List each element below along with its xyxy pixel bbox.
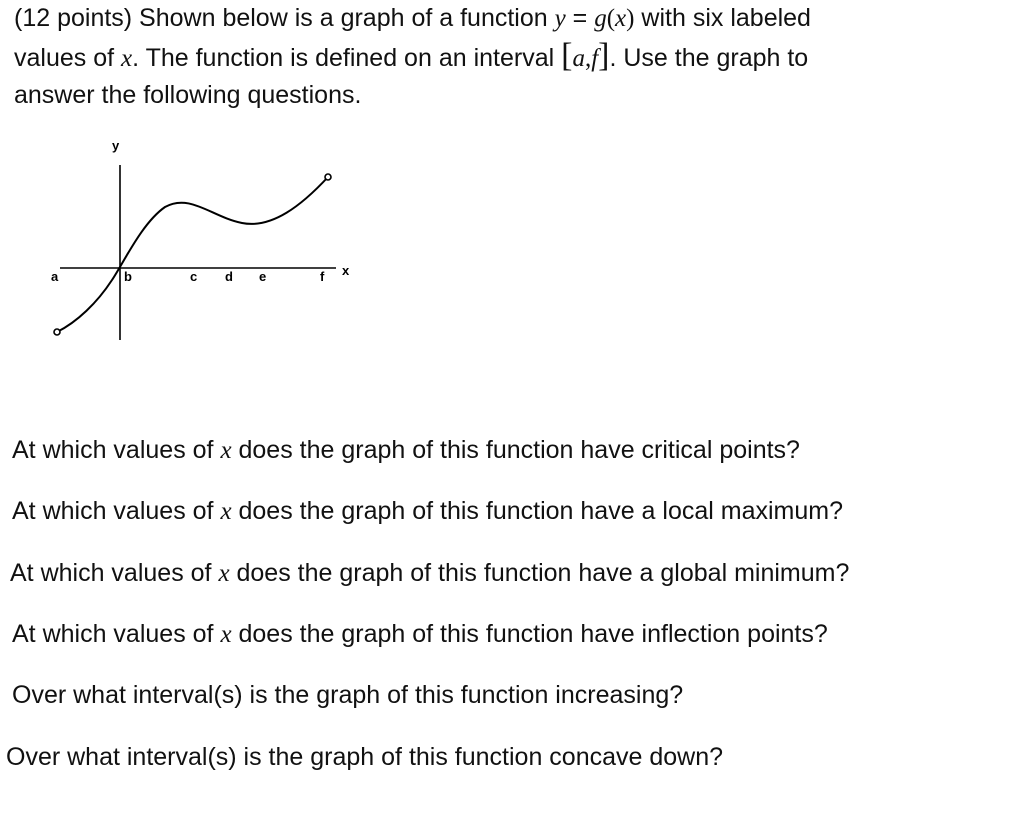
- function-curve: [57, 177, 328, 332]
- question-1: [12, 435, 800, 466]
- math-g: g: [594, 5, 607, 32]
- point-label-d: d: [225, 269, 233, 284]
- math-x: x: [121, 45, 133, 72]
- point-label-c: c: [190, 269, 198, 284]
- question-text: At which values of: [12, 620, 221, 648]
- intro-text: with six labeled: [634, 4, 811, 32]
- intro-text: . The function is defined on an interval: [132, 44, 562, 72]
- math-a: a: [572, 45, 585, 72]
- intro-text: (12 points) Shown below is a graph of a function: [14, 4, 555, 32]
- point-label-a: a: [51, 269, 59, 284]
- intro-text: . Use the graph to: [609, 44, 809, 72]
- question-3: [10, 558, 849, 589]
- question-text: At which values of: [10, 559, 219, 587]
- question-text: Over what interval(s) is the graph of this function concave down?: [6, 743, 724, 771]
- math-x: x: [220, 498, 232, 525]
- question-2: [12, 496, 843, 527]
- question-6: [6, 742, 723, 772]
- question-text: does the graph of this function have critical points?: [231, 436, 800, 464]
- math-x: x: [220, 437, 232, 464]
- function-graph: [40, 135, 360, 345]
- endpoint-left: [54, 329, 60, 335]
- question-4: [12, 619, 828, 650]
- point-label-e: e: [259, 269, 267, 284]
- point-label-b: b: [124, 269, 132, 284]
- math-f: f: [591, 45, 599, 72]
- intro-line-3: answer the following questions.: [14, 81, 362, 109]
- question-text: At which values of: [12, 497, 221, 525]
- problem-statement: [14, 0, 1014, 114]
- question-text: does the graph of this function have a global minimum?: [229, 559, 850, 587]
- question-text: At which values of: [12, 436, 221, 464]
- question-5: [12, 680, 683, 710]
- intro-line-2: [14, 37, 1014, 77]
- math-comma: ,: [584, 45, 592, 72]
- math-bracket: ]: [598, 37, 610, 74]
- math-bracket: [: [561, 37, 573, 74]
- math-y: y: [554, 5, 566, 32]
- question-text: Over what interval(s) is the graph of this function increasing?: [12, 681, 684, 709]
- endpoint-right: [325, 174, 331, 180]
- x-axis-label: x: [342, 263, 350, 278]
- math-equals: =: [565, 4, 595, 32]
- question-text: does the graph of this function have a local maximum?: [231, 497, 843, 525]
- y-axis-label: y: [112, 138, 120, 153]
- math-paren: (: [606, 5, 616, 32]
- math-x: x: [220, 621, 232, 648]
- intro-text: values of: [14, 44, 122, 72]
- math-x: x: [218, 560, 230, 587]
- intro-line-1: [14, 0, 1014, 37]
- math-x: x: [615, 5, 627, 32]
- question-text: does the graph of this function have inflection points?: [231, 620, 828, 648]
- point-label-f: f: [320, 269, 325, 284]
- math-paren: ): [626, 5, 635, 32]
